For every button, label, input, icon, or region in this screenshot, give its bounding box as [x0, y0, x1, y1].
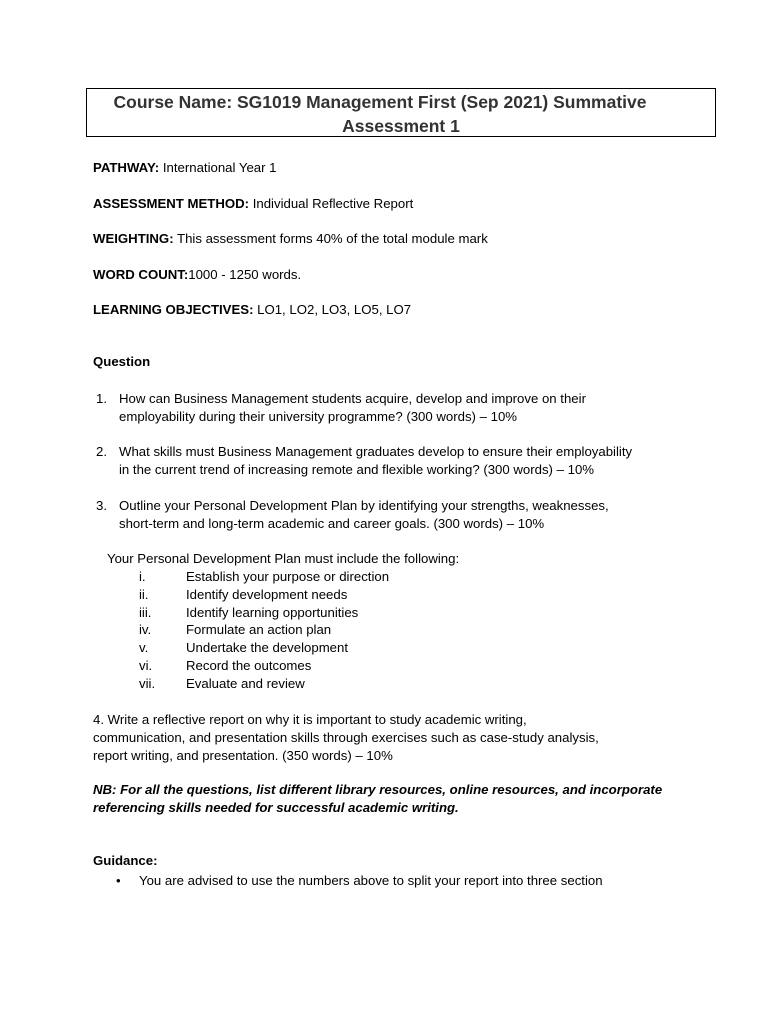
nb-note-line-2: referencing skills needed for successful academic writing. — [93, 800, 459, 815]
question-2 — [96, 443, 686, 478]
pdp-list — [139, 568, 389, 693]
question-text-line-1: Outline your Personal Development Plan by identifying your strengths, weaknesses, — [119, 498, 609, 513]
nb-note — [93, 781, 693, 817]
list-number: vi. — [139, 657, 153, 673]
question-text-line-1: What skills must Business Management graduates develop to ensure their employability — [119, 444, 633, 459]
word-count-value: 1000 - 1250 words. — [188, 267, 302, 282]
list-item — [139, 568, 389, 586]
list-item — [139, 639, 389, 657]
question-text-line-2: short-term and long-term academic and career goals. (300 words) – 10% — [119, 515, 545, 531]
assessment-method-row — [93, 195, 413, 212]
question-3 — [96, 497, 686, 532]
assessment-method-value: Individual Reflective Report — [249, 196, 414, 211]
list-number: ii. — [139, 586, 149, 602]
learning-objectives-label: LEARNING OBJECTIVES: — [93, 302, 254, 317]
list-text: Evaluate and review — [186, 675, 305, 691]
pdp-intro: Your Personal Development Plan must include the following: — [107, 551, 460, 566]
list-item — [139, 675, 389, 693]
question-number: 2. — [96, 444, 107, 459]
assessment-method-label: ASSESSMENT METHOD: — [93, 196, 250, 211]
question-text-line-1: How can Business Management students acquire, develop and improve on their — [119, 391, 586, 406]
bullet-icon: • — [116, 873, 121, 888]
nb-note-line-1: NB: For all the questions, list different library resources, online resources, and incorporate — [93, 782, 663, 797]
question-heading: Question — [93, 354, 151, 369]
list-text: Identify development needs — [186, 586, 348, 602]
weighting-label: WEIGHTING: — [93, 231, 174, 246]
list-item — [139, 621, 389, 639]
word-count-label: WORD COUNT: — [93, 267, 189, 282]
list-text: You are advised to use the numbers above to split your report into three section — [139, 873, 603, 888]
list-item — [139, 586, 389, 604]
list-number: vii. — [139, 675, 156, 691]
question-1 — [96, 390, 686, 425]
pathway-value: International Year 1 — [159, 160, 277, 175]
list-text: Identify learning opportunities — [186, 604, 359, 620]
question-4-line-2: communication, and presentation skills through exercises such as case-study analysis, — [93, 729, 599, 745]
question-4 — [93, 711, 683, 764]
word-count-row — [93, 266, 301, 283]
question-text-line-2: in the current trend of increasing remote and flexible working? (300 words) – 10% — [119, 461, 595, 477]
question-number: 1. — [96, 391, 107, 406]
pathway-row — [93, 159, 277, 176]
guidance-list — [116, 872, 603, 889]
learning-objectives-row — [93, 301, 411, 318]
question-number: 3. — [96, 498, 107, 513]
weighting-value: This assessment forms 40% of the total module mark — [173, 231, 488, 246]
list-text: Undertake the development — [186, 640, 349, 656]
course-title-line-1: Course Name: SG1019 Management First (Sep 2021) Summative — [113, 92, 647, 112]
list-item — [139, 657, 389, 675]
list-number: iv. — [139, 622, 152, 638]
course-title-box — [86, 88, 716, 137]
list-number: iii. — [139, 604, 152, 620]
list-text: Formulate an action plan — [186, 622, 332, 638]
learning-objectives-value: LO1, LO2, LO3, LO5, LO7 — [253, 302, 412, 317]
list-text: Establish your purpose or direction — [186, 569, 390, 584]
list-number: v. — [139, 640, 149, 656]
list-number: i. — [139, 569, 146, 584]
weighting-row — [93, 230, 488, 247]
question-4-line-3: report writing, and presentation. (350 words) – 10% — [93, 747, 393, 763]
course-title-line-2: Assessment 1 — [342, 116, 460, 136]
list-item — [116, 872, 603, 889]
question-4-line-1: 4. Write a reflective report on why it is important to study academic writing, — [93, 712, 527, 727]
list-text: Record the outcomes — [186, 657, 312, 673]
pathway-label: PATHWAY: — [93, 160, 160, 175]
guidance-heading: Guidance: — [93, 853, 158, 868]
list-item — [139, 604, 389, 622]
question-text-line-2: employability during their university programme? (300 words) – 10% — [119, 408, 518, 424]
